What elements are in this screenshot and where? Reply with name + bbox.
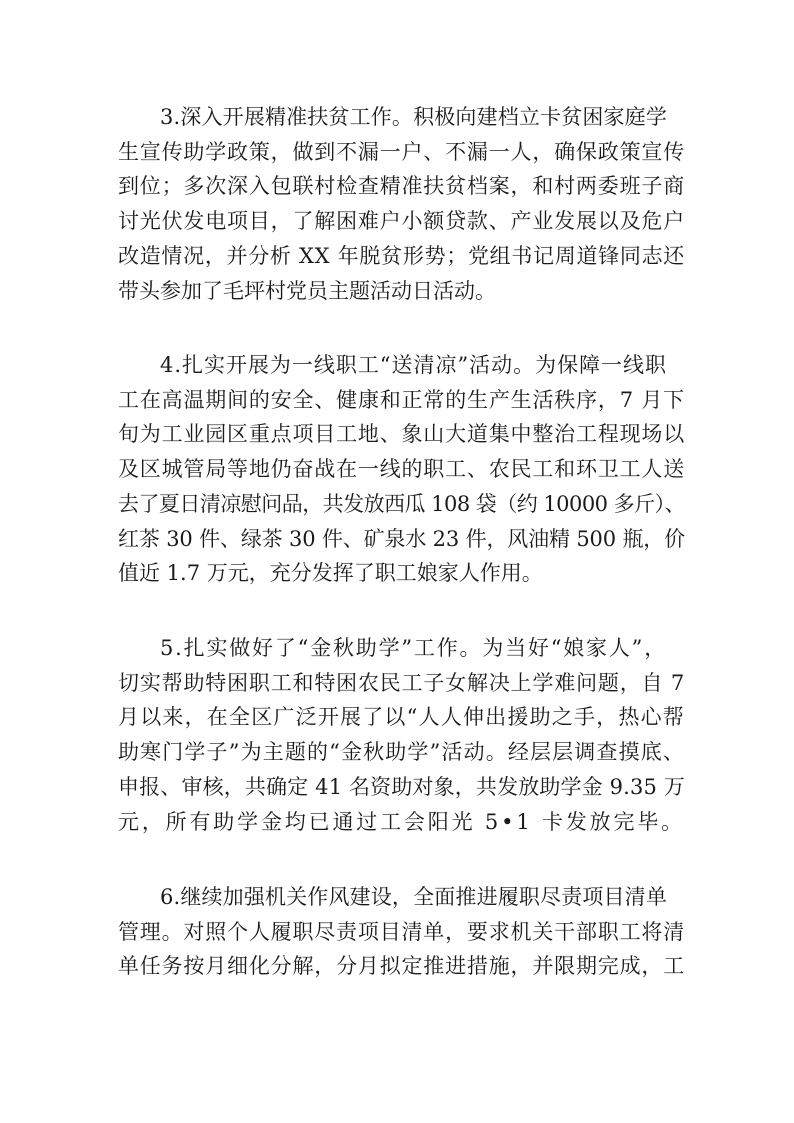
paragraph-line: 管理。对照个人履职尽责项目清单，要求机关干部职工将清 (118, 919, 685, 944)
paragraph-line: 讨光伏发电项目，了解困难户小额贷款、产业发展以及危户 (118, 209, 685, 234)
paragraph-line: 生宣传助学政策，做到不漏一户、不漏一人，确保政策宣传 (118, 139, 685, 164)
paragraph-line: 助寒门学子”为主题的“金秋助学”活动。经层层调查摸底、 (118, 740, 685, 765)
paragraph-line: 去了夏日清凉慰问品，共发放西瓜 108 袋（约 10000 多斤）、 (118, 491, 685, 516)
paragraph-line: 改造情况，并分析 XX 年脱贫形势；党组书记周道锋同志还 (118, 243, 685, 268)
paragraph-line: 带头参加了毛坪村党员主题活动日活动。 (118, 278, 496, 303)
paragraph-line: 3.深入开展精准扶贫工作。积极向建档立卡贫困家庭学 (160, 105, 667, 129)
paragraph-line: 申报、审核，共确定 41 名资助对象，共发放助学金 9.35 万 (118, 774, 685, 799)
paragraph-line: 5.扎实做好了“金秋助学”工作。为当好“娘家人”， (160, 636, 667, 660)
paragraph-line: 6.继续加强机关作风建设，全面推进履职尽责项目清单 (160, 885, 667, 909)
paragraph-line: 切实帮助特困职工和特困农民工子女解决上学难问题，自 7 (118, 670, 685, 695)
paragraph-line: 工在高温期间的安全、健康和正常的生产生活秩序，7 月下 (118, 387, 685, 412)
paragraph-line: 元，所有助学金均已通过工会阳光 5•1 卡发放完毕。 (118, 809, 685, 834)
paragraph-line: 值近 1.7 万元，充分发挥了职工娘家人作用。 (118, 561, 543, 586)
paragraph-line: 及区城管局等地仍奋战在一线的职工、农民工和环卫工人送 (118, 457, 685, 482)
paragraph-line: 红茶 30 件、绿茶 30 件、矿泉水 23 件，风油精 500 瓶，价 (118, 526, 685, 551)
paragraph-line: 旬为工业园区重点项目工地、象山大道集中整治工程现场以 (118, 422, 685, 447)
paragraph-line: 月以来，在全区广泛开展了以“人人伸出援助之手，热心帮 (118, 705, 685, 730)
paragraph-line: 4.扎实开展为一线职工“送清凉”活动。为保障一线职 (160, 353, 667, 377)
paragraph-line: 到位；多次深入包联村检查精准扶贫档案，和村两委班子商 (118, 174, 685, 199)
paragraph-line: 单任务按月细化分解，分月拟定推进措施，并限期完成，工 (118, 954, 685, 979)
